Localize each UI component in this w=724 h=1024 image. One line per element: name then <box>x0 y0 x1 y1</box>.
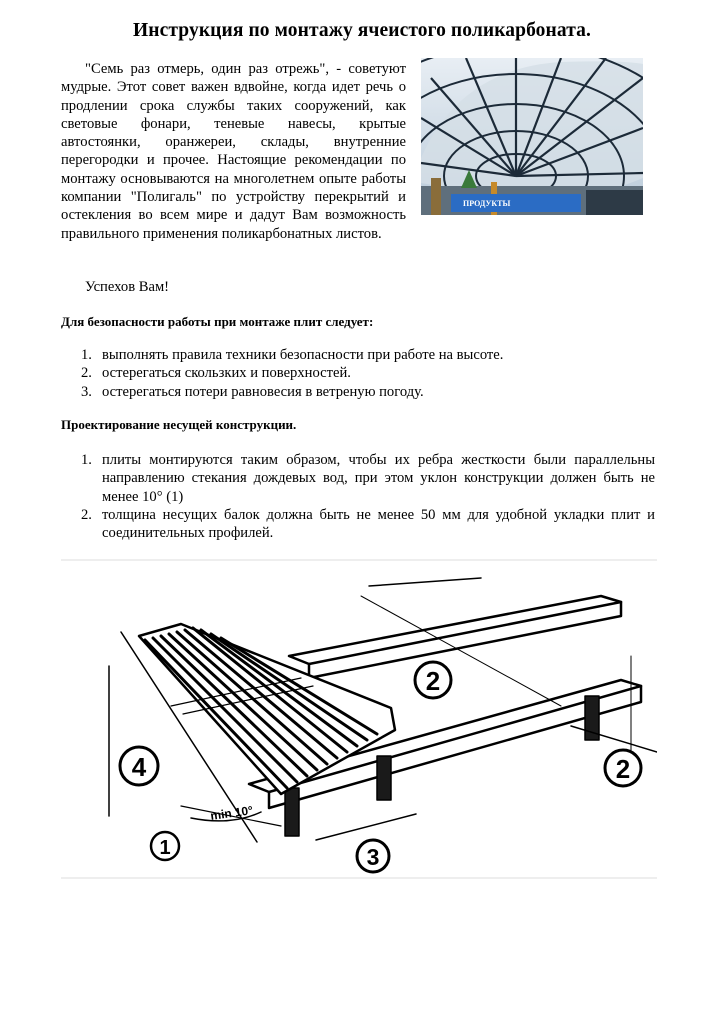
design-list <box>61 451 655 542</box>
design-item-text: плиты монтируются таким образом, чтобы их ребра жесткости были параллельны направлению стекания дождевых вод, при этом уклон конструкции должен быть не менее 10° (1) <box>102 452 655 505</box>
safety-heading: Для безопасности работы при монтаже плит следует: <box>61 314 374 329</box>
intro-paragraph <box>61 60 406 243</box>
diagram-angle-label: min 10° <box>209 803 254 823</box>
design-heading: Проектирование несущей конструкции. <box>61 417 297 432</box>
list-item: 1. выполнять правила техники безопасности при работе на высоте. <box>81 347 504 363</box>
design-item-text: толщина несущих балок должна быть не менее 50 мм для удобной укладки плит и соединительных профилей. <box>102 506 655 542</box>
list-item: 2. толщина несущих балок должна быть не менее 50 мм для удобной укладки плит и соединительных профилей. <box>81 506 655 542</box>
diagram-label-2-top: 2 <box>425 666 441 696</box>
diagram-label-2-right: 2 <box>615 754 631 784</box>
diagram-label-1: 1 <box>159 837 171 859</box>
diagram-label-4: 4 <box>131 752 147 782</box>
document-title: Инструкция по монтажу ячеистого поликарбоната. <box>133 20 591 41</box>
installation-diagram <box>61 556 657 882</box>
success-text: Успехов Вам! <box>85 279 170 295</box>
canopy-photo <box>421 58 643 215</box>
list-item: 3. остерегаться потери равновесия в ветреную погоду. <box>81 383 424 400</box>
list-item: 1. плиты монтируются таким образом, чтобы их ребра жесткости были параллельны направлению стекания дождевых вод, при этом уклон конструкции должен быть не менее 10° (1) <box>81 452 655 505</box>
photo-sign-text: ПРОДУКТЫ <box>463 199 511 208</box>
installation-diagram-image <box>61 556 657 882</box>
safety-item-text: остерегаться скользких и поверхностей. <box>102 365 351 382</box>
canopy-photo-image <box>421 58 643 215</box>
safety-item-text: выполнять правила техники безопасности при работе на высоте. <box>102 347 504 363</box>
intro-text: "Семь раз отмерь, один раз отрежь", - советуют мудрые. Этот совет важен вдвойне, когда идет речь о продлении срока службы таких сооружений, как световые фонари, теневые навесы, крытые автостоянки, оранжереи, склады, внутренние перегородки и прочее. Настоящие рекомендации по монтажу основываются на многолетнем опыте работы компании "Полигаль" по устройству перекрытий и остекления во всем мире и дадут Вам возможность правильного применения поликарбонатных листов. <box>61 61 406 242</box>
safety-item-text: остерегаться потери равновесия в ветреную погоду. <box>102 383 424 400</box>
list-item: 2. остерегаться скользких и поверхностей. <box>81 365 351 382</box>
safety-list <box>61 346 655 401</box>
diagram-label-3: 3 <box>366 844 380 870</box>
